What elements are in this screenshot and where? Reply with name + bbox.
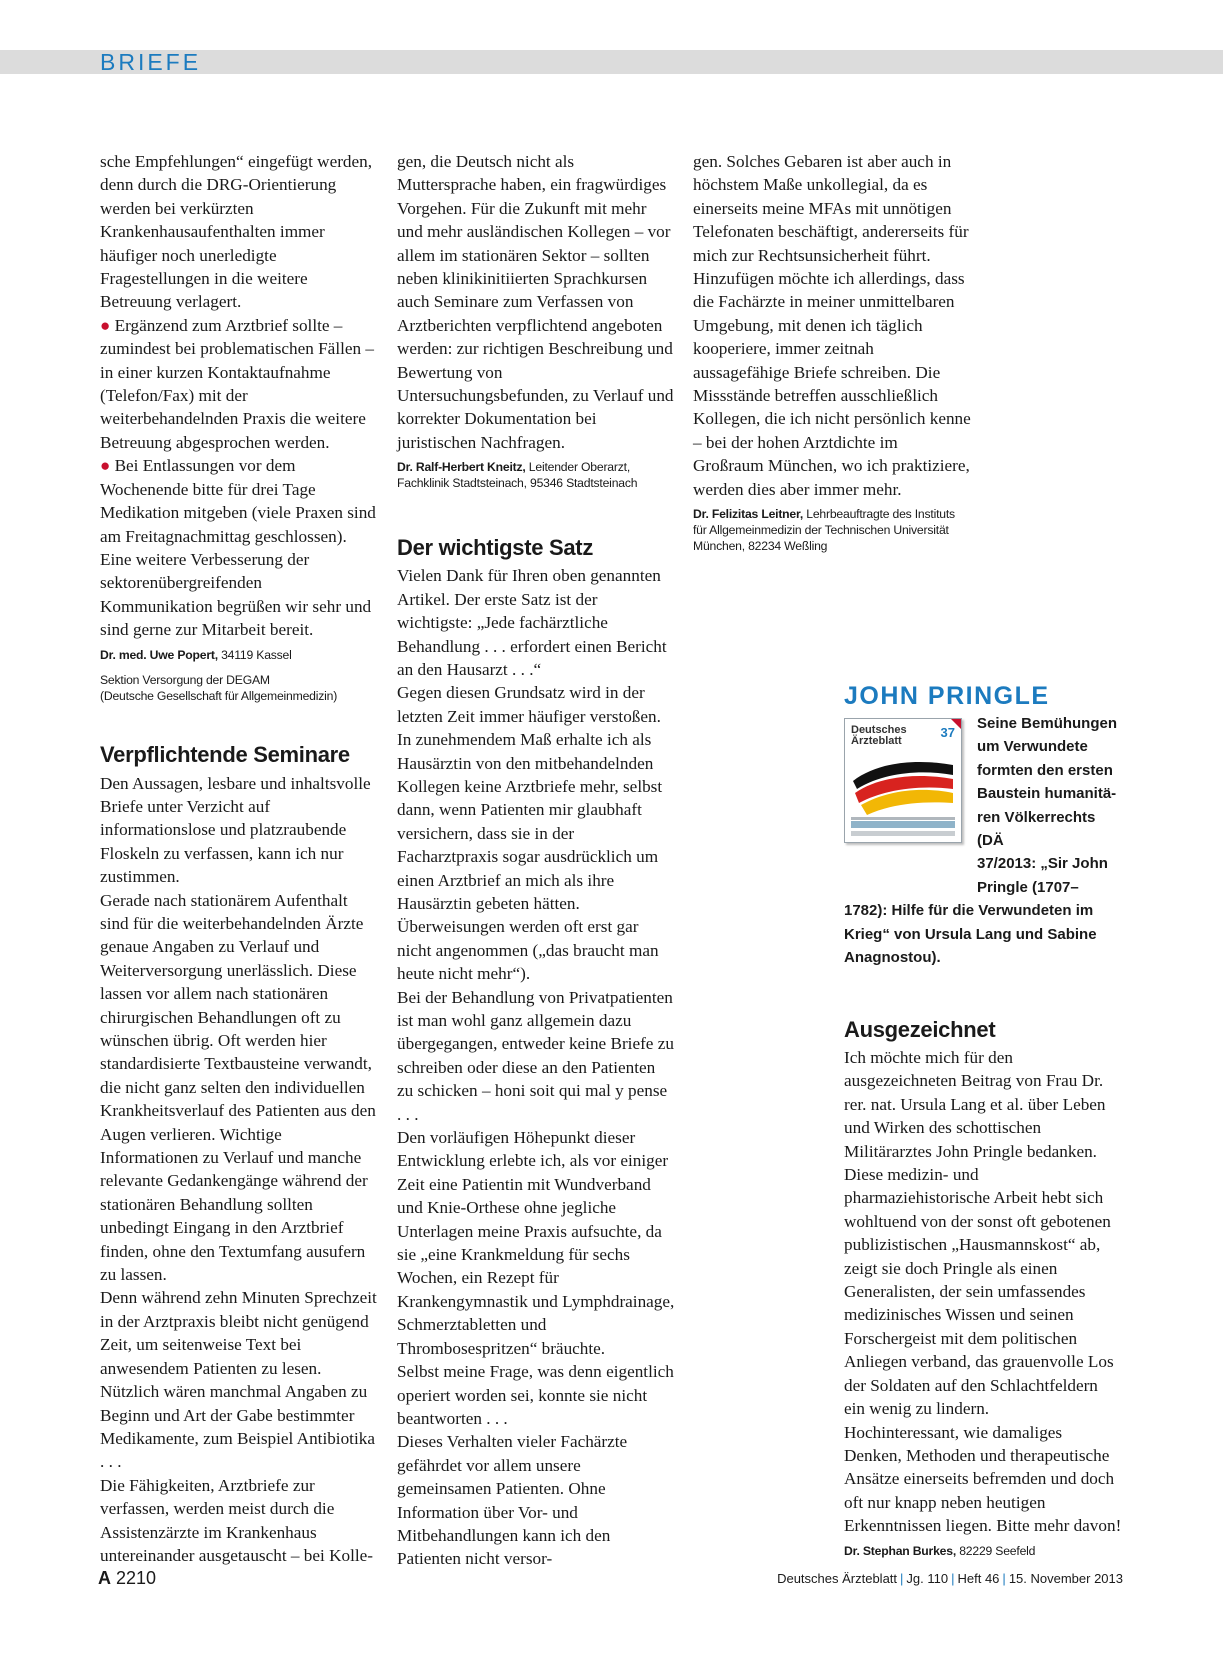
paragraph: Gerade nach stationärem Aufenthalt sind für die weiterbehandelnden Ärzte genaue Angaben zu Verlauf und Weiterversorgung unerlässlich. Diese lassen vor allem nach stationären chirurgischen Behandlungen oft zu wünschen übrig. Oft werden hier standardisierte Textbausteine verwandt, die nicht ganz selten den individuellen Krankheitsverlauf des Patienten aus den Augen verlieren. Wichtige Informationen zu Verlauf und manche relevante Gedankengänge während der stationären Behandlung sollten unbedingt Eingang in den Arztbrief finden, ohne den Textumfang ausufern zu lassen. bbox=[100, 890, 376, 1285]
letter-signature: Dr. med. Uwe Popert, 34119 Kassel bbox=[100, 647, 292, 662]
section-title: BRIEFE bbox=[100, 49, 202, 75]
reference-text: Seine Bemühungen um Verwundete formten den ersten Baustein humanitä- ren Völkerrechts (DÄ 37/2013: „Sir John Pringle (1707– 1782): Hilfe für die Verwundeten im Krieg“ von Ursula Lang und Sabine Anagnostou). bbox=[844, 715, 1118, 967]
paragraph: Die Fähigkeiten, Arztbriefe zur verfassen, werden meist durch die Assistenzärzte im Krankenhaus untereinander ausgetauscht – bei Kolle- bbox=[100, 1475, 373, 1565]
letter-signature: Dr. Ralf-Herbert Kneitz, Leitender Oberarzt, Fachklinik Stadtsteinach, 95346 Stadtsteinach bbox=[397, 460, 638, 491]
reference-title: JOHN PRINGLE bbox=[844, 682, 1050, 710]
cover-decoration bbox=[851, 821, 955, 828]
letter-signature: Dr. Felizitas Leitner, Lehrbeauftragte des Instituts für Allgemeinmedizin der Technischen Universität München, 82234 Weßling bbox=[693, 507, 955, 554]
paragraph: Hinzufügen möchte ich allerdings, dass die Fachärzte in meiner unmittelbaren Umgebung, mit denen ich täglich kooperiere, immer zeitnah aussagefähige Briefe schreiben. Die Missstände betreffen ausschließlich Kollegen, die ich nicht persönlich kenne – bei der hohen Arztdichte im Großraum München, wo ich praktiziere, werden dies aber immer mehr. bbox=[693, 269, 971, 499]
letter-heading: Verpflichtende Seminare bbox=[100, 741, 350, 767]
date: 15. November 2013 bbox=[1008, 1571, 1123, 1586]
bullet-paragraph: ● Ergänzend zum Arztbrief sollte – zumindest bei problematischen Fällen – in einer kurzen Kontaktaufnahme (Telefon/Fax) mit der weiterbehandelnden Praxis die weitere Betreuung abgesprochen werden. bbox=[100, 315, 374, 452]
flag-brushstroke-icon bbox=[849, 755, 957, 817]
bullet-dot-icon: ● bbox=[100, 456, 111, 476]
cover-issue-number: 37 bbox=[940, 725, 955, 740]
separator: | bbox=[1002, 1571, 1006, 1586]
letter-signature: Dr. Stephan Burkes, 82229 Seefeld bbox=[844, 1543, 1036, 1558]
paragraph: Bei der Behandlung von Privatpatienten ist man wohl ganz allgemein dazu übergegangen, entweder keine Briefe zu schreiben oder diese an den Patienten zu schicken – honi soit qui mal y pense . . . bbox=[397, 987, 674, 1124]
issue: Heft 46 bbox=[957, 1571, 1000, 1586]
paragraph: Vielen Dank für Ihren oben genannten Artikel. Der erste Satz ist der wichtigste: „Jede fachärztliche Behandlung . . . erfordert einen Bericht an den Hausarzt . . .“ bbox=[397, 566, 667, 679]
reference-box-john-pringle bbox=[844, 681, 1126, 969]
paragraph: Gegen diesen Grundsatz wird in der letzten Zeit immer häufiger verstoßen. In zunehmendem Maß erhalte ich als Hausärztin von den mitbehandelnden Kollegen keine Arztbriefe mehr, selbst dann, wenn Patienten mir glaubhaft versichern, dass sie in der Facharztpraxis sogar ausdrücklich um einen Arztbrief an mich als ihre Hausärztin gebeten hätten. Überweisungen werden oft erst gar nicht angenommen („das braucht man heute nicht mehr“). bbox=[397, 683, 663, 984]
column-4 bbox=[844, 1017, 1122, 1559]
paragraph: gen, die Deutsch nicht als Muttersprache haben, ein fragwürdiges Vorgehen. Für die Zukunft mit mehr und mehr ausländischen Kollegen – vor allem im stationären Sektor – sollten neben klinikinitiierten Sprachkursen auch Seminare zum Verfassen von Arztberichten verpflichtend angeboten werden: zur richtigen Beschreibung und Bewertung von Untersuchungsbefunden, zu Verlauf und korrekter Dokumentation bei juristischen Nachfragen. bbox=[397, 152, 674, 452]
cover-magazine-name: Deutsches Ärzteblatt bbox=[851, 724, 907, 747]
separator: | bbox=[951, 1571, 955, 1586]
magazine-cover-thumbnail bbox=[844, 718, 962, 843]
paragraph: Hochinteressant, wie damaliges Denken, Methoden und therapeutische Ansätze einerseits befremden und doch oft nur knapp neben heutigen Erkenntnissen liegen. Bitte mehr davon! bbox=[844, 1422, 1122, 1536]
letter-heading: Ausgezeichnet bbox=[844, 1017, 996, 1042]
cover-decoration bbox=[851, 817, 955, 820]
paragraph: Denn während zehn Minuten Sprechzeit in der Arztpraxis bleibt nicht genügend Zeit, um seitenweise Text bei anwesendem Patienten zu lesen. Nützlich wären manchmal Angaben zu Beginn und Art der Gabe bestimmter Medikamente, zum Beispiel Antibiotika . . . bbox=[100, 1288, 377, 1472]
volume: Jg. 110 bbox=[906, 1571, 949, 1586]
paragraph: Den vorläufigen Höhepunkt dieser Entwicklung erlebte ich, als vor einiger Zeit eine Patientin mit Wundverband und Knie-Orthese ohne jegliche Unterlagen meine Praxis aufsuchte, da sie „eine Krankmeldung für sechs Wochen, ein Rezept für Krankengymnastik und Lymphdrainage, Schmerztabletten und Thrombosespritzen“ bräuchte. bbox=[397, 1128, 675, 1358]
signature-organization: Sektion Versorgung der DEGAM (Deutsche Gesellschaft für Allgemeinmedizin) bbox=[100, 672, 338, 703]
cover-decoration bbox=[851, 831, 955, 836]
paragraph: Selbst meine Frage, was denn eigentlich operiert worden sei, konnte sie nicht beantworten . . . bbox=[397, 1362, 674, 1428]
paragraph: gen. Solches Gebaren ist aber auch in höchstem Maße unkollegial, da es einerseits meine MFAs mit unnötigen Telefonaten beschäftigt, andererseits für mich zur Rechtsunsicherheit führt. bbox=[693, 152, 969, 265]
column-3 bbox=[693, 150, 971, 554]
separator: | bbox=[900, 1571, 904, 1586]
column-1 bbox=[100, 150, 378, 1567]
paragraph: Ich möchte mich für den ausgezeichneten Beitrag von Frau Dr. rer. nat. Ursula Lang et al. über Leben und Wirken des schottischen Militärarztes John Pringle bedanken. Diese medizin- und pharmaziehistorische Arbeit hebt sich wohltuend von der sonst oft gebotenen publizistischen „Hausmannskost“ ab, zeigt sie doch Pringle als einen Generalisten, der sein umfassendes medizinisches Wissen und seinen Forschergeist mit dem politischen Anliegen verband, das grauenvolle Los der Soldaten auf den Schlachtfeldern ein wenig zu lindern. bbox=[844, 1048, 1114, 1419]
bullet-paragraph: ● Bei Entlassungen vor dem Wochenende bitte für drei Tage Medikation mitgeben (viele Praxen sind am Freitagnachmittag geschlossen). bbox=[100, 456, 376, 546]
paragraph: sche Empfehlungen“ eingefügt werden, denn durch die DRG-Orientierung werden bei verkürzten Krankenhausaufenthalten immer häufiger noch unerledigte Fragestellungen in die weitere Betreuung verlagert. bbox=[100, 152, 373, 312]
paragraph: Dieses Verhalten vieler Fachärzte gefährdet vor allem unsere gemeinsamen Patienten. Ohne Information über Vor- und Mitbehandlungen kann ich den Patienten nicht versor- bbox=[397, 1432, 628, 1569]
footer-publication-info bbox=[777, 1571, 1123, 1586]
bullet-dot-icon: ● bbox=[100, 315, 111, 335]
paragraph: Eine weitere Verbesserung der sektorenübergreifenden Kommunikation begrüßen wir sehr und sind gerne zur Mitarbeit bereit. bbox=[100, 549, 372, 640]
column-2 bbox=[397, 150, 675, 1571]
journal-name: Deutsches Ärzteblatt bbox=[777, 1571, 898, 1586]
page-number: A 2210 bbox=[98, 1568, 157, 1588]
letter-heading: Der wichtigste Satz bbox=[397, 535, 594, 561]
paragraph: Den Aussagen, lesbare und inhaltsvolle Briefe unter Verzicht auf informationslose und platzraubende Floskeln zu verfassen, kann ich nur zustimmen. bbox=[100, 773, 371, 887]
